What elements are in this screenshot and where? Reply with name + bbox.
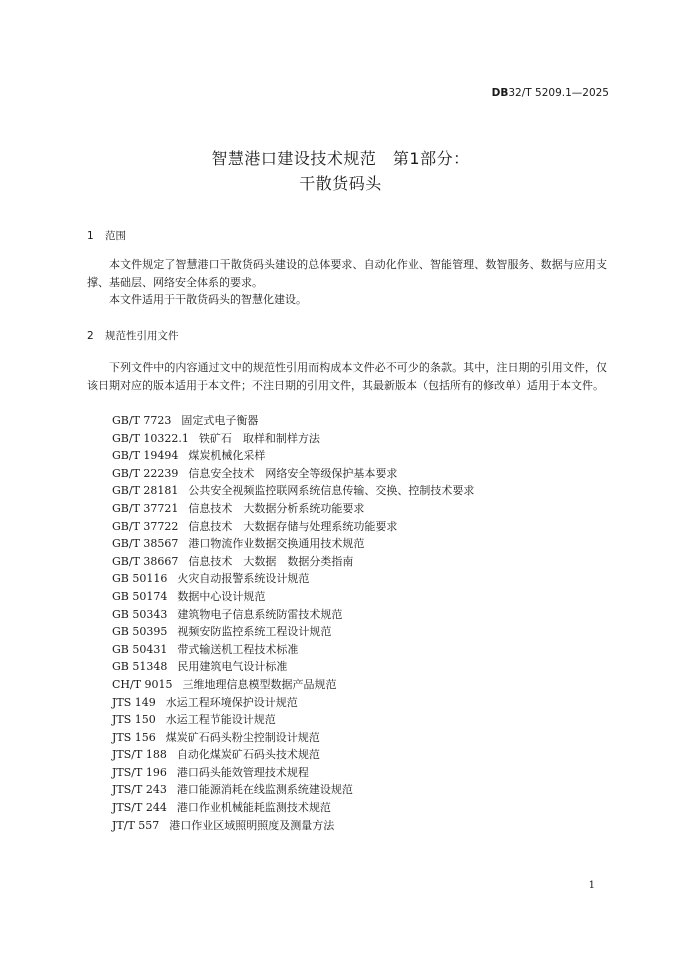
reference-code: GB/T 37721	[112, 501, 179, 515]
section-1-heading	[87, 228, 126, 243]
page-number: 1	[588, 880, 595, 891]
reference-code: GB 51348	[112, 660, 168, 674]
reference-item	[112, 729, 474, 747]
reference-code: GB/T 7723	[112, 414, 172, 427]
reference-item	[112, 623, 474, 641]
reference-item	[112, 676, 474, 694]
section-1-number: 1	[87, 230, 94, 242]
reference-item	[112, 764, 474, 782]
reference-code: JTS/T 243	[112, 783, 167, 797]
reference-code: GB/T 38567	[112, 537, 179, 551]
reference-item	[112, 817, 474, 835]
reference-code: JT/T 557	[112, 818, 160, 832]
document-code-rest: 32/T 5209.1—2025	[508, 87, 609, 99]
reference-title: 信息技术 大数据存储与处理系统功能要求	[188, 519, 398, 533]
reference-code: JTS 149	[112, 695, 156, 709]
reference-title: 铁矿石 取样和制样方法	[198, 431, 320, 445]
reference-title: 港口作业机械能耗监测技术规范	[176, 801, 331, 815]
reference-code: GB/T 28181	[112, 484, 179, 498]
normative-intro-paragraph: 下列文件中的内容通过文中的规范性引用而构成本文件必不可少的条款。其中，注日期的引用文件，仅该日期对应的版本适用于本文件；不注日期的引用文件，其最新版本（包括所有的修改单）适用于本文件。	[87, 361, 607, 392]
reference-title: 港口作业区域照明照度及测量方法	[169, 818, 335, 832]
section-2-title: 规范性引用文件	[105, 330, 179, 342]
reference-item	[112, 412, 474, 430]
reference-code: GB/T 19494	[112, 449, 179, 463]
reference-title: 建筑物电子信息系统防雷技术规范	[177, 607, 343, 621]
reference-title: 公共安全视频监控联网系统信息传输、交换、控制技术要求	[188, 484, 475, 498]
reference-code: CH/T 9015	[112, 677, 173, 691]
reference-item	[112, 430, 474, 448]
reference-title: 视频安防监控系统工程设计规范	[177, 625, 332, 639]
reference-code: GB/T 37722	[112, 519, 179, 533]
reference-item	[112, 606, 474, 624]
title-line-2: 干散货码头	[299, 174, 382, 193]
title-line-1: 智慧港口建设技术规范 第1部分：	[211, 149, 470, 168]
reference-title: 固定式电子衡器	[181, 414, 259, 427]
reference-item	[112, 518, 474, 536]
reference-item	[112, 588, 474, 606]
reference-item	[112, 482, 474, 500]
reference-code: JTS 156	[112, 730, 156, 744]
reference-title: 自动化煤炭矿石码头技术规范	[176, 748, 320, 762]
reference-title: 煤炭矿石码头粉尘控制设计规范	[165, 730, 320, 744]
reference-item	[112, 641, 474, 659]
reference-code: GB 50343	[112, 607, 168, 621]
reference-item	[112, 711, 474, 729]
reference-code: GB 50174	[112, 589, 168, 603]
reference-code: JTS/T 188	[112, 748, 167, 762]
reference-title: 三维地理信息模型数据产品规范	[182, 677, 337, 691]
reference-code: JTS/T 244	[112, 801, 167, 815]
document-code	[492, 87, 609, 99]
reference-item	[112, 553, 474, 571]
reference-item	[112, 447, 474, 465]
reference-item	[112, 746, 474, 764]
reference-title: 水运工程节能设计规范	[165, 713, 276, 727]
document-code-prefix: DB	[491, 87, 509, 99]
reference-code: GB 50431	[112, 642, 168, 656]
scope-paragraph-2: 本文件适用于干散货码头的智慧化建设。	[109, 293, 307, 306]
section-1-title: 范围	[105, 230, 126, 242]
reference-code: JTS/T 196	[112, 765, 167, 779]
reference-list	[112, 412, 474, 834]
reference-title: 港口物流作业数据交换通用技术规范	[188, 537, 365, 551]
reference-item	[112, 500, 474, 518]
reference-item	[112, 694, 474, 712]
reference-item	[112, 535, 474, 553]
reference-item	[112, 781, 474, 799]
section-2-number: 2	[87, 330, 94, 342]
reference-code: JTS 150	[112, 713, 156, 727]
reference-item	[112, 658, 474, 676]
reference-title: 水运工程环境保护设计规范	[165, 695, 298, 709]
reference-title: 煤炭机械化采样	[188, 449, 266, 463]
reference-title: 民用建筑电气设计标准	[177, 660, 288, 674]
reference-title: 信息技术 大数据分析系统功能要求	[188, 501, 365, 515]
scope-paragraph-1: 本文件规定了智慧港口干散货码头建设的总体要求、自动化作业、智能管理、数智服务、数据与应用支撑、基础层、网络安全体系的要求。	[87, 258, 607, 289]
document-title	[0, 146, 681, 196]
reference-title: 港口能源消耗在线监测系统建设规范	[176, 783, 353, 797]
reference-code: GB 50395	[112, 625, 168, 639]
reference-title: 带式输送机工程技术标准	[177, 642, 299, 656]
reference-item	[112, 570, 474, 588]
reference-code: GB/T 10322.1	[112, 431, 189, 445]
reference-item	[112, 799, 474, 817]
reference-item	[112, 465, 474, 483]
reference-code: GB/T 22239	[112, 466, 179, 480]
reference-title: 港口码头能效管理技术规程	[176, 765, 309, 779]
reference-code: GB 50116	[112, 572, 168, 586]
reference-code: GB/T 38667	[112, 554, 179, 568]
reference-title: 信息安全技术 网络安全等级保护基本要求	[188, 466, 398, 480]
reference-title: 信息技术 大数据 数据分类指南	[188, 554, 354, 568]
reference-title: 火灾自动报警系统设计规范	[177, 572, 310, 586]
section-2-heading	[87, 328, 179, 343]
reference-title: 数据中心设计规范	[177, 589, 266, 603]
